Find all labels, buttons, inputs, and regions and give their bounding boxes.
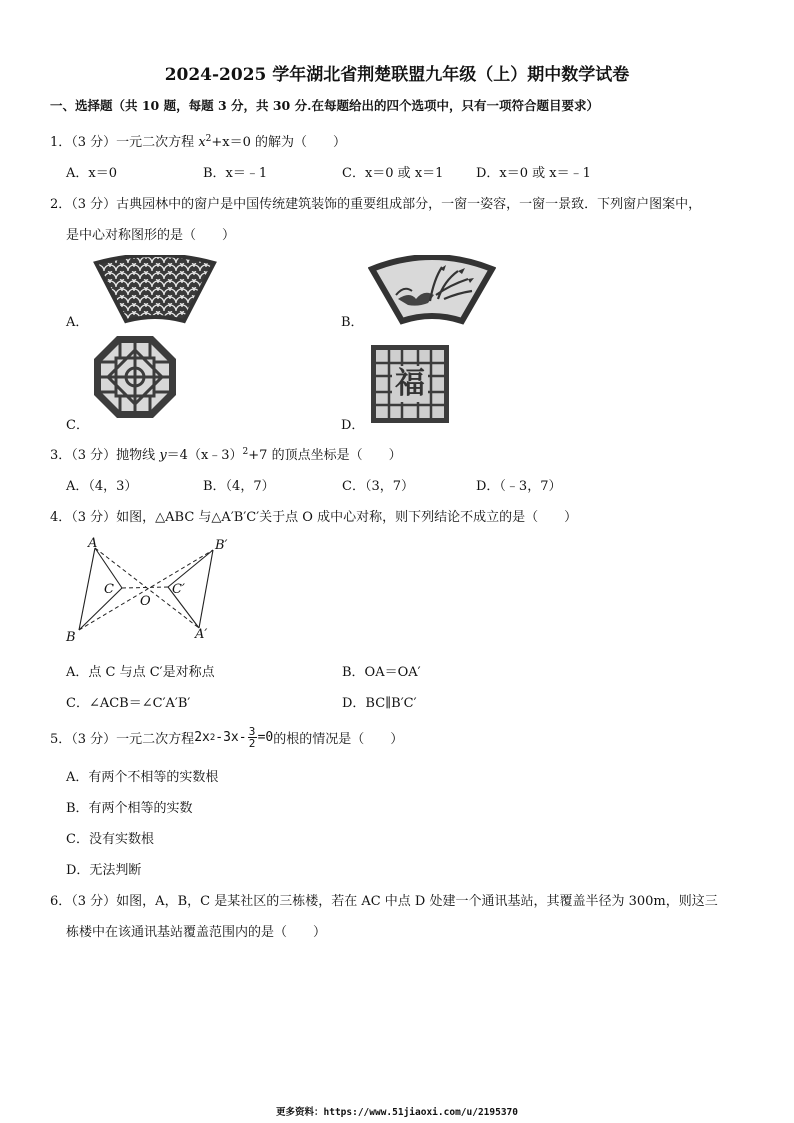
q3-option-b[interactable]: B．（4，7） bbox=[203, 479, 275, 494]
q5-option-c[interactable]: C．没有实数根 bbox=[66, 832, 154, 847]
window-b-image[interactable] bbox=[368, 255, 496, 325]
q1-option-d[interactable]: D．x＝0 或 x＝﹣1 bbox=[476, 166, 591, 181]
q5-frac-den: 2 bbox=[248, 737, 256, 750]
q3-sup: 2 bbox=[242, 447, 249, 457]
q1-prefix: 1．（3 分）一元二次方程 bbox=[50, 135, 199, 150]
q2-label-a: A． bbox=[66, 315, 89, 330]
label-o: O bbox=[140, 594, 151, 609]
q5-option-d[interactable]: D．无法判断 bbox=[66, 863, 142, 878]
q3-post: +7 的顶点坐标是（ ） bbox=[248, 448, 402, 463]
q3-prefix: 3．（3 分）抛物线 bbox=[50, 448, 160, 463]
q1-option-b[interactable]: B．x＝﹣1 bbox=[203, 166, 268, 181]
fu-character: 福 bbox=[395, 366, 425, 401]
question-6-line1: 6．（3 分）如图，A，B，C 是某社区的三栋楼，若在 AC 中点 D 处建一个通讯基站，其覆盖半径为 300m，则这三 bbox=[50, 894, 718, 909]
q2-label-d: D． bbox=[341, 418, 365, 433]
question-2-line2: 是中心对称图形的是（ ） bbox=[66, 228, 236, 243]
q1-rest: +x＝0 的解为（ ） bbox=[211, 135, 347, 150]
question-1 bbox=[50, 131, 346, 150]
q1-var: x bbox=[198, 135, 206, 150]
q5-option-b[interactable]: B．有两个相等的实数 bbox=[66, 801, 193, 816]
q3-y: y bbox=[159, 448, 167, 463]
page-title: 2024-2025 学年湖北省荆楚联盟九年级（上）期中数学试卷 bbox=[164, 65, 630, 85]
section-heading: 一、选择题（共 10 题，每题 3 分，共 30 分.在每题给出的四个选项中，只有一项符合题目要求） bbox=[50, 98, 599, 113]
label-c-prime: C′ bbox=[172, 582, 185, 597]
q1-sup: 2 bbox=[205, 134, 212, 144]
q5-eq-a: 2x bbox=[194, 730, 210, 745]
question-3 bbox=[50, 444, 402, 463]
q5-option-a[interactable]: A．有两个不相等的实数根 bbox=[66, 770, 219, 785]
question-6-line2: 栋楼中在该通讯基站覆盖范围内的是（ ） bbox=[66, 925, 327, 940]
q3-option-a[interactable]: A．（4，3） bbox=[66, 479, 138, 494]
label-b-prime: B′ bbox=[215, 538, 228, 553]
q2-label-c: C． bbox=[66, 418, 89, 433]
footer-link[interactable]: 更多资料：https://www.51jiaoxi.com/u/2195370 bbox=[276, 1107, 518, 1118]
label-a-prime: A′ bbox=[195, 627, 208, 642]
window-a-image[interactable] bbox=[92, 255, 218, 325]
question-5 bbox=[50, 726, 403, 749]
question-2-line1: 2．（3 分）古典园林中的窗户是中国传统建筑装饰的重要组成部分，一窗一姿容，一窗一景致．下列窗户图案中， bbox=[50, 197, 702, 212]
q5-post: 的根的情况是（ ） bbox=[273, 732, 404, 747]
q5-frac-num: 3 bbox=[248, 725, 256, 738]
q5-prefix: 5．（3 分）一元二次方程 bbox=[50, 732, 195, 747]
q5-eq-c: =0 bbox=[257, 730, 274, 745]
q1-option-a[interactable]: A．x＝0 bbox=[66, 166, 117, 181]
symmetry-figure bbox=[62, 536, 242, 646]
window-c-image[interactable] bbox=[92, 334, 178, 420]
question-4: 4．（3 分）如图，△ABC 与△A′B′C′关于点 O 成中心对称，则下列结论不成立的是（ ） bbox=[50, 510, 578, 525]
q5-fraction bbox=[248, 726, 257, 749]
q4-option-d[interactable]: D．BC∥B′C′ bbox=[342, 696, 417, 711]
q2-label-b: B． bbox=[341, 315, 364, 330]
q3-option-d[interactable]: D．（﹣3，7） bbox=[476, 479, 562, 494]
q4-option-a[interactable]: A．点 C 与点 C′是对称点 bbox=[66, 665, 215, 680]
q4-option-b[interactable]: B．OA＝OA′ bbox=[342, 665, 421, 680]
window-d-image[interactable] bbox=[370, 344, 450, 424]
q3-option-c[interactable]: C．（3，7） bbox=[342, 479, 414, 494]
q4-option-c[interactable]: C．∠ACB＝∠C′A′B′ bbox=[66, 696, 191, 711]
q5-eq-sup: 2 bbox=[209, 732, 216, 743]
q5-equation bbox=[194, 726, 273, 749]
q5-eq-b: -3x- bbox=[215, 730, 247, 745]
q1-option-c[interactable]: C．x＝0 或 x＝1 bbox=[342, 166, 444, 181]
label-a: A bbox=[88, 536, 98, 551]
label-b: B bbox=[66, 630, 76, 645]
q3-mid: ＝4（x﹣3） bbox=[166, 448, 243, 463]
label-c: C bbox=[104, 582, 114, 597]
